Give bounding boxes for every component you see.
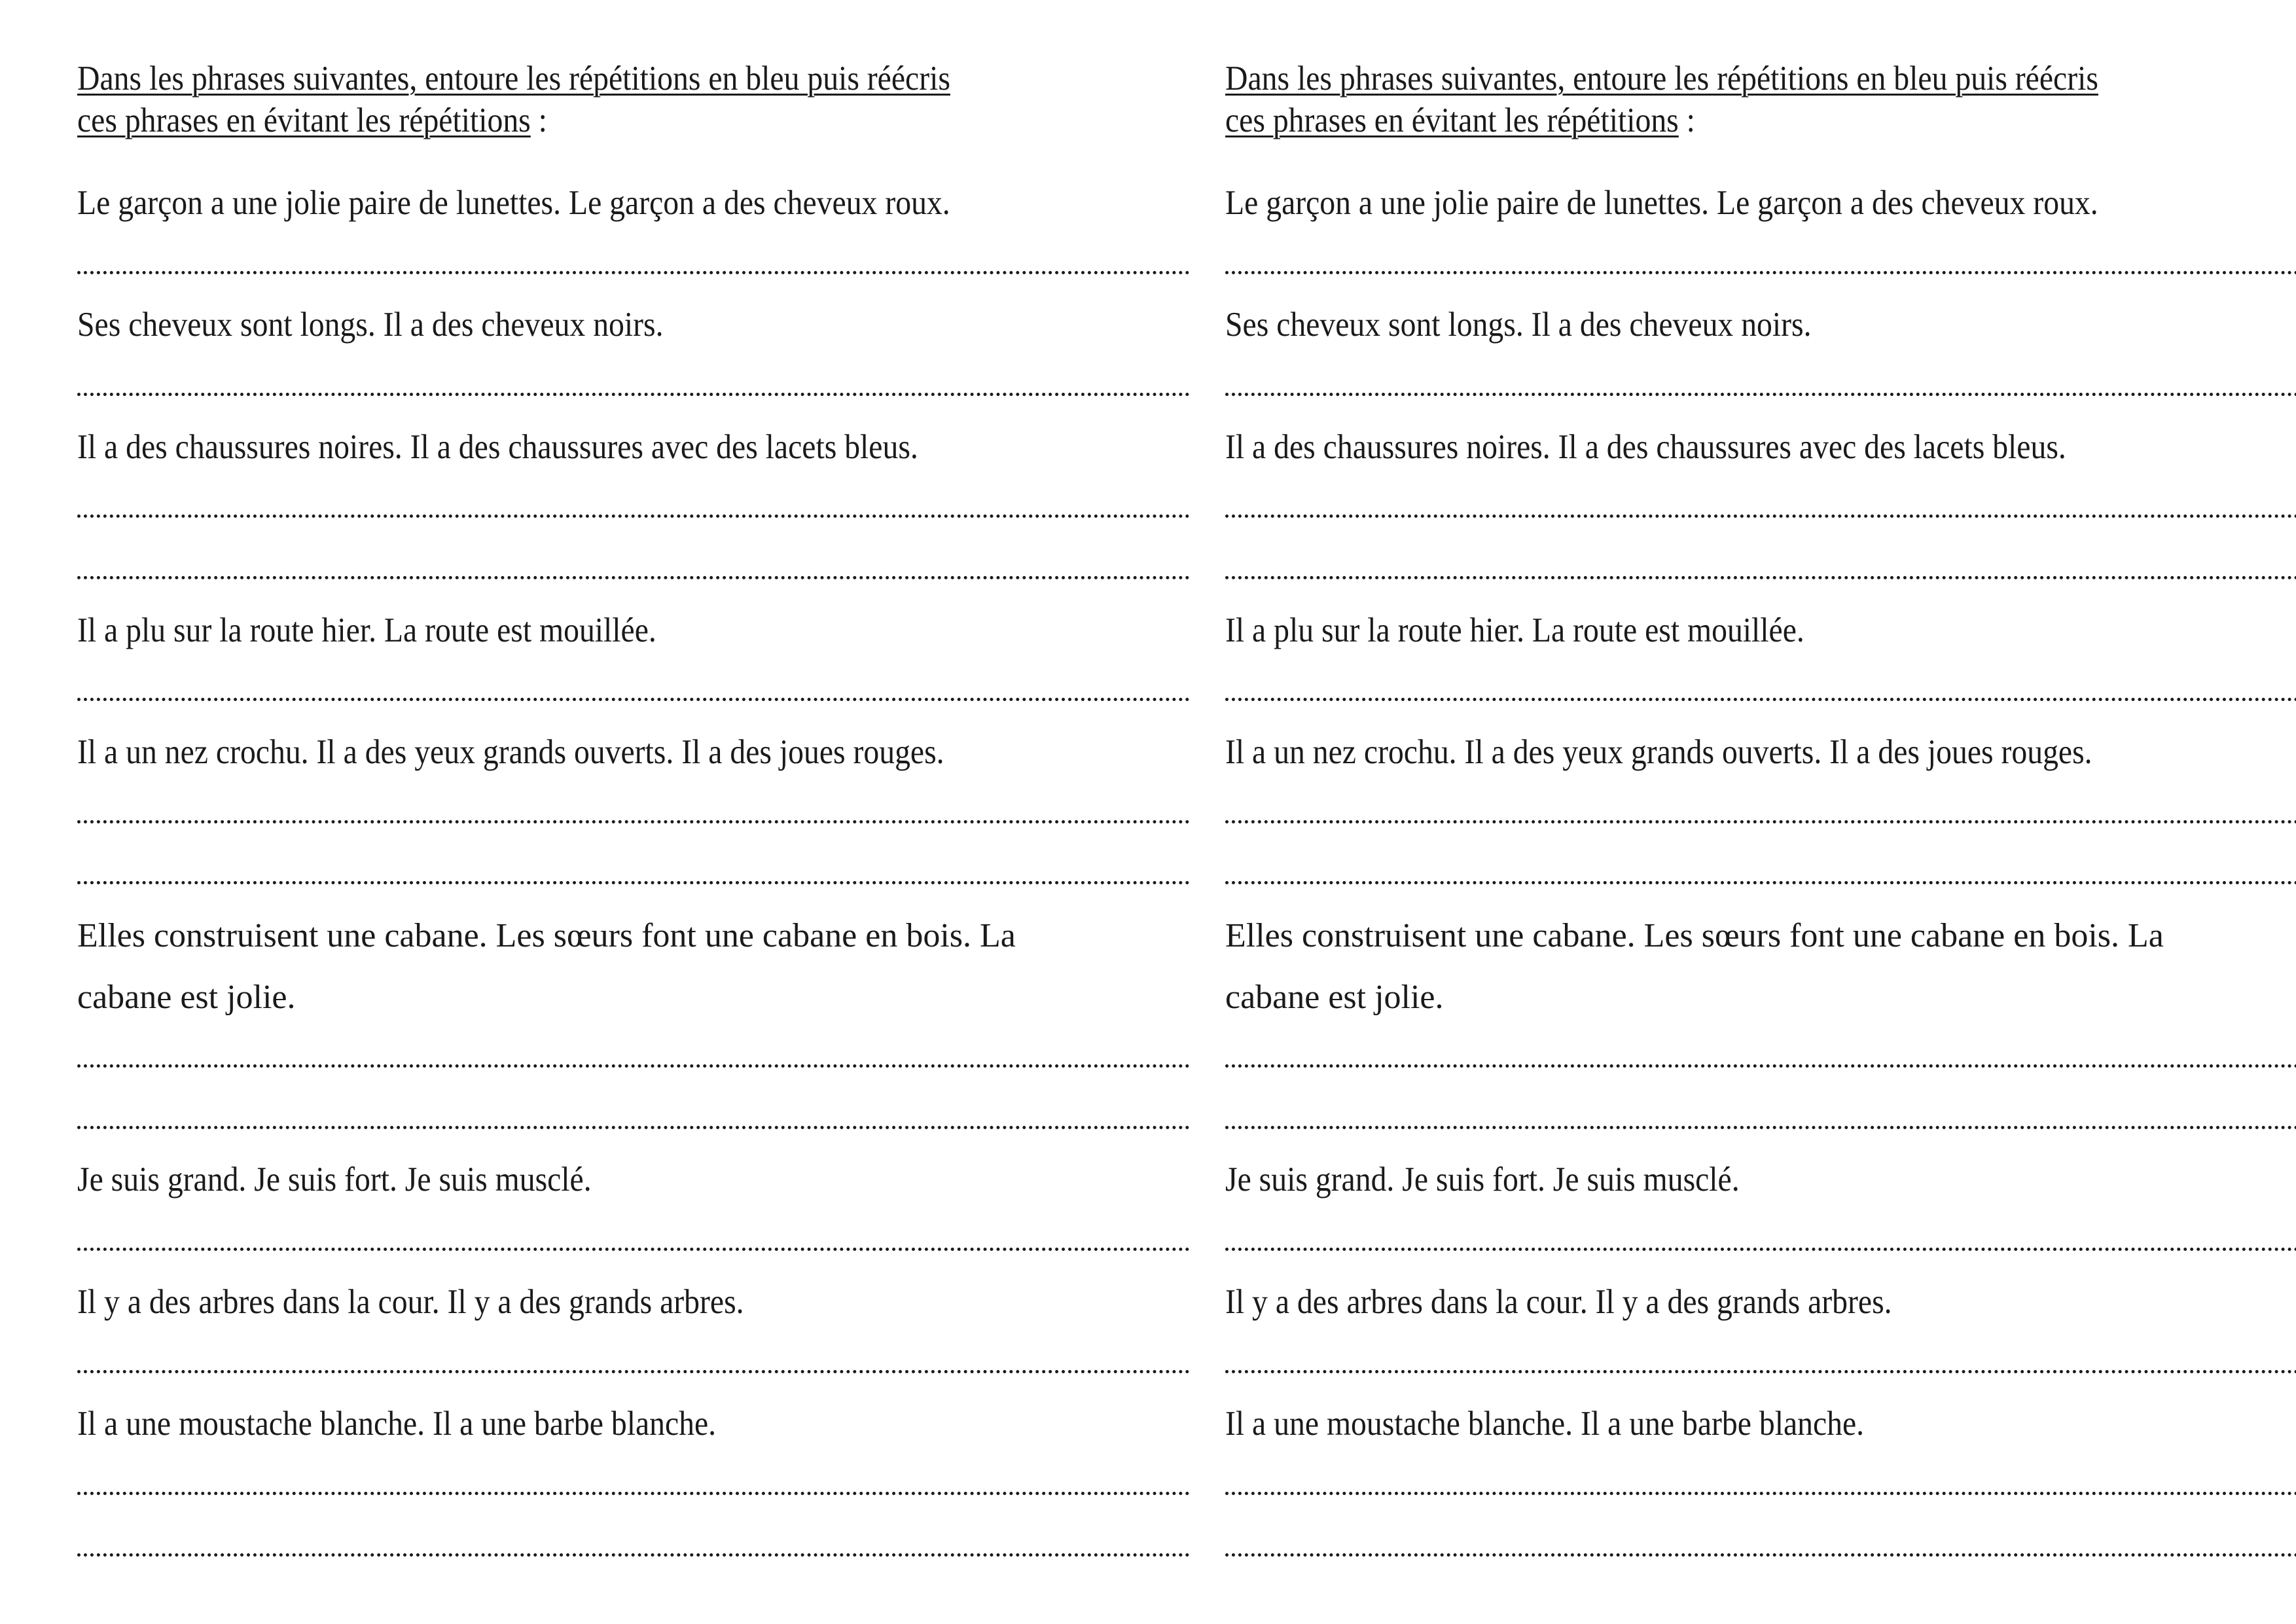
- worksheet-copy-right: [1148, 0, 2296, 1624]
- answer-line[interactable]: [77, 514, 1190, 518]
- answer-line[interactable]: [77, 393, 1190, 396]
- answer-line[interactable]: [1225, 1492, 2296, 1495]
- answer-line[interactable]: [1225, 393, 2296, 396]
- answer-line[interactable]: [77, 1248, 1190, 1251]
- sentence-4: Il a plu sur la route hier. La route est mouillée.: [1225, 611, 1804, 649]
- sentence-8: Il y a des arbres dans la cour. Il y a des grands arbres.: [77, 1283, 744, 1321]
- answer-line[interactable]: [1225, 1248, 2296, 1251]
- answer-line[interactable]: [77, 1492, 1190, 1495]
- answer-line[interactable]: [77, 576, 1190, 579]
- sentence-3: Il a des chaussures noires. Il a des chaussures avec des lacets bleus.: [77, 428, 918, 466]
- answer-line[interactable]: [1225, 820, 2296, 823]
- answer-line[interactable]: [1225, 271, 2296, 274]
- sentence-1: Le garçon a une jolie paire de lunettes. Le garçon a des cheveux roux.: [77, 184, 950, 222]
- answer-line[interactable]: [1225, 514, 2296, 518]
- answer-line[interactable]: [77, 1553, 1190, 1557]
- answer-line[interactable]: [1225, 576, 2296, 579]
- answer-line[interactable]: [1225, 1370, 2296, 1373]
- sentence-3: Il a des chaussures noires. Il a des chaussures avec des lacets bleus.: [1225, 428, 2066, 466]
- instruction-text: Dans les phrases suivantes, entoure les répétitions en bleu puis réécris ces phrases en évitant les répétitions: [77, 60, 950, 139]
- answer-line[interactable]: [77, 698, 1190, 701]
- sentence-9: Il a une moustache blanche. Il a une barbe blanche.: [77, 1405, 717, 1443]
- answer-line[interactable]: [1225, 698, 2296, 701]
- answer-line[interactable]: [77, 1370, 1190, 1373]
- sentence-7: Je suis grand. Je suis fort. Je suis musclé.: [1225, 1161, 1740, 1199]
- sentence-6: Elles construisent une cabane. Les sœurs font une cabane en bois. La cabane est jolie.: [1225, 917, 2164, 1016]
- instruction-colon: :: [1678, 101, 1695, 139]
- answer-line[interactable]: [1225, 1126, 2296, 1129]
- sentence-2: Ses cheveux sont longs. Il a des cheveux noirs.: [1225, 306, 1812, 344]
- answer-line[interactable]: [77, 1064, 1190, 1068]
- answer-line[interactable]: [77, 881, 1190, 884]
- instruction: [77, 58, 996, 141]
- answer-line[interactable]: [1225, 881, 2296, 884]
- answer-line[interactable]: [77, 1126, 1190, 1129]
- sentence-8: Il y a des arbres dans la cour. Il y a des grands arbres.: [1225, 1283, 1892, 1321]
- instruction: [1225, 58, 2144, 141]
- sentence-5: Il a un nez crochu. Il a des yeux grands ouverts. Il a des joues rouges.: [77, 733, 944, 771]
- answer-line[interactable]: [1225, 1064, 2296, 1068]
- instruction-text: Dans les phrases suivantes, entoure les répétitions en bleu puis réécris ces phrases en évitant les répétitions: [1225, 60, 2098, 139]
- answer-line[interactable]: [77, 271, 1190, 274]
- answer-line[interactable]: [77, 820, 1190, 823]
- sentence-7: Je suis grand. Je suis fort. Je suis musclé.: [77, 1161, 592, 1199]
- instruction-colon: :: [530, 101, 547, 139]
- answer-line[interactable]: [1225, 1553, 2296, 1557]
- sentence-2: Ses cheveux sont longs. Il a des cheveux noirs.: [77, 306, 664, 344]
- sentence-5: Il a un nez crochu. Il a des yeux grands ouverts. Il a des joues rouges.: [1225, 733, 2092, 771]
- sentence-9: Il a une moustache blanche. Il a une barbe blanche.: [1225, 1405, 1865, 1443]
- sentence-4: Il a plu sur la route hier. La route est mouillée.: [77, 611, 656, 649]
- sentence-6: Elles construisent une cabane. Les sœurs font une cabane en bois. La cabane est jolie.: [77, 917, 1016, 1016]
- sentence-1: Le garçon a une jolie paire de lunettes. Le garçon a des cheveux roux.: [1225, 184, 2098, 222]
